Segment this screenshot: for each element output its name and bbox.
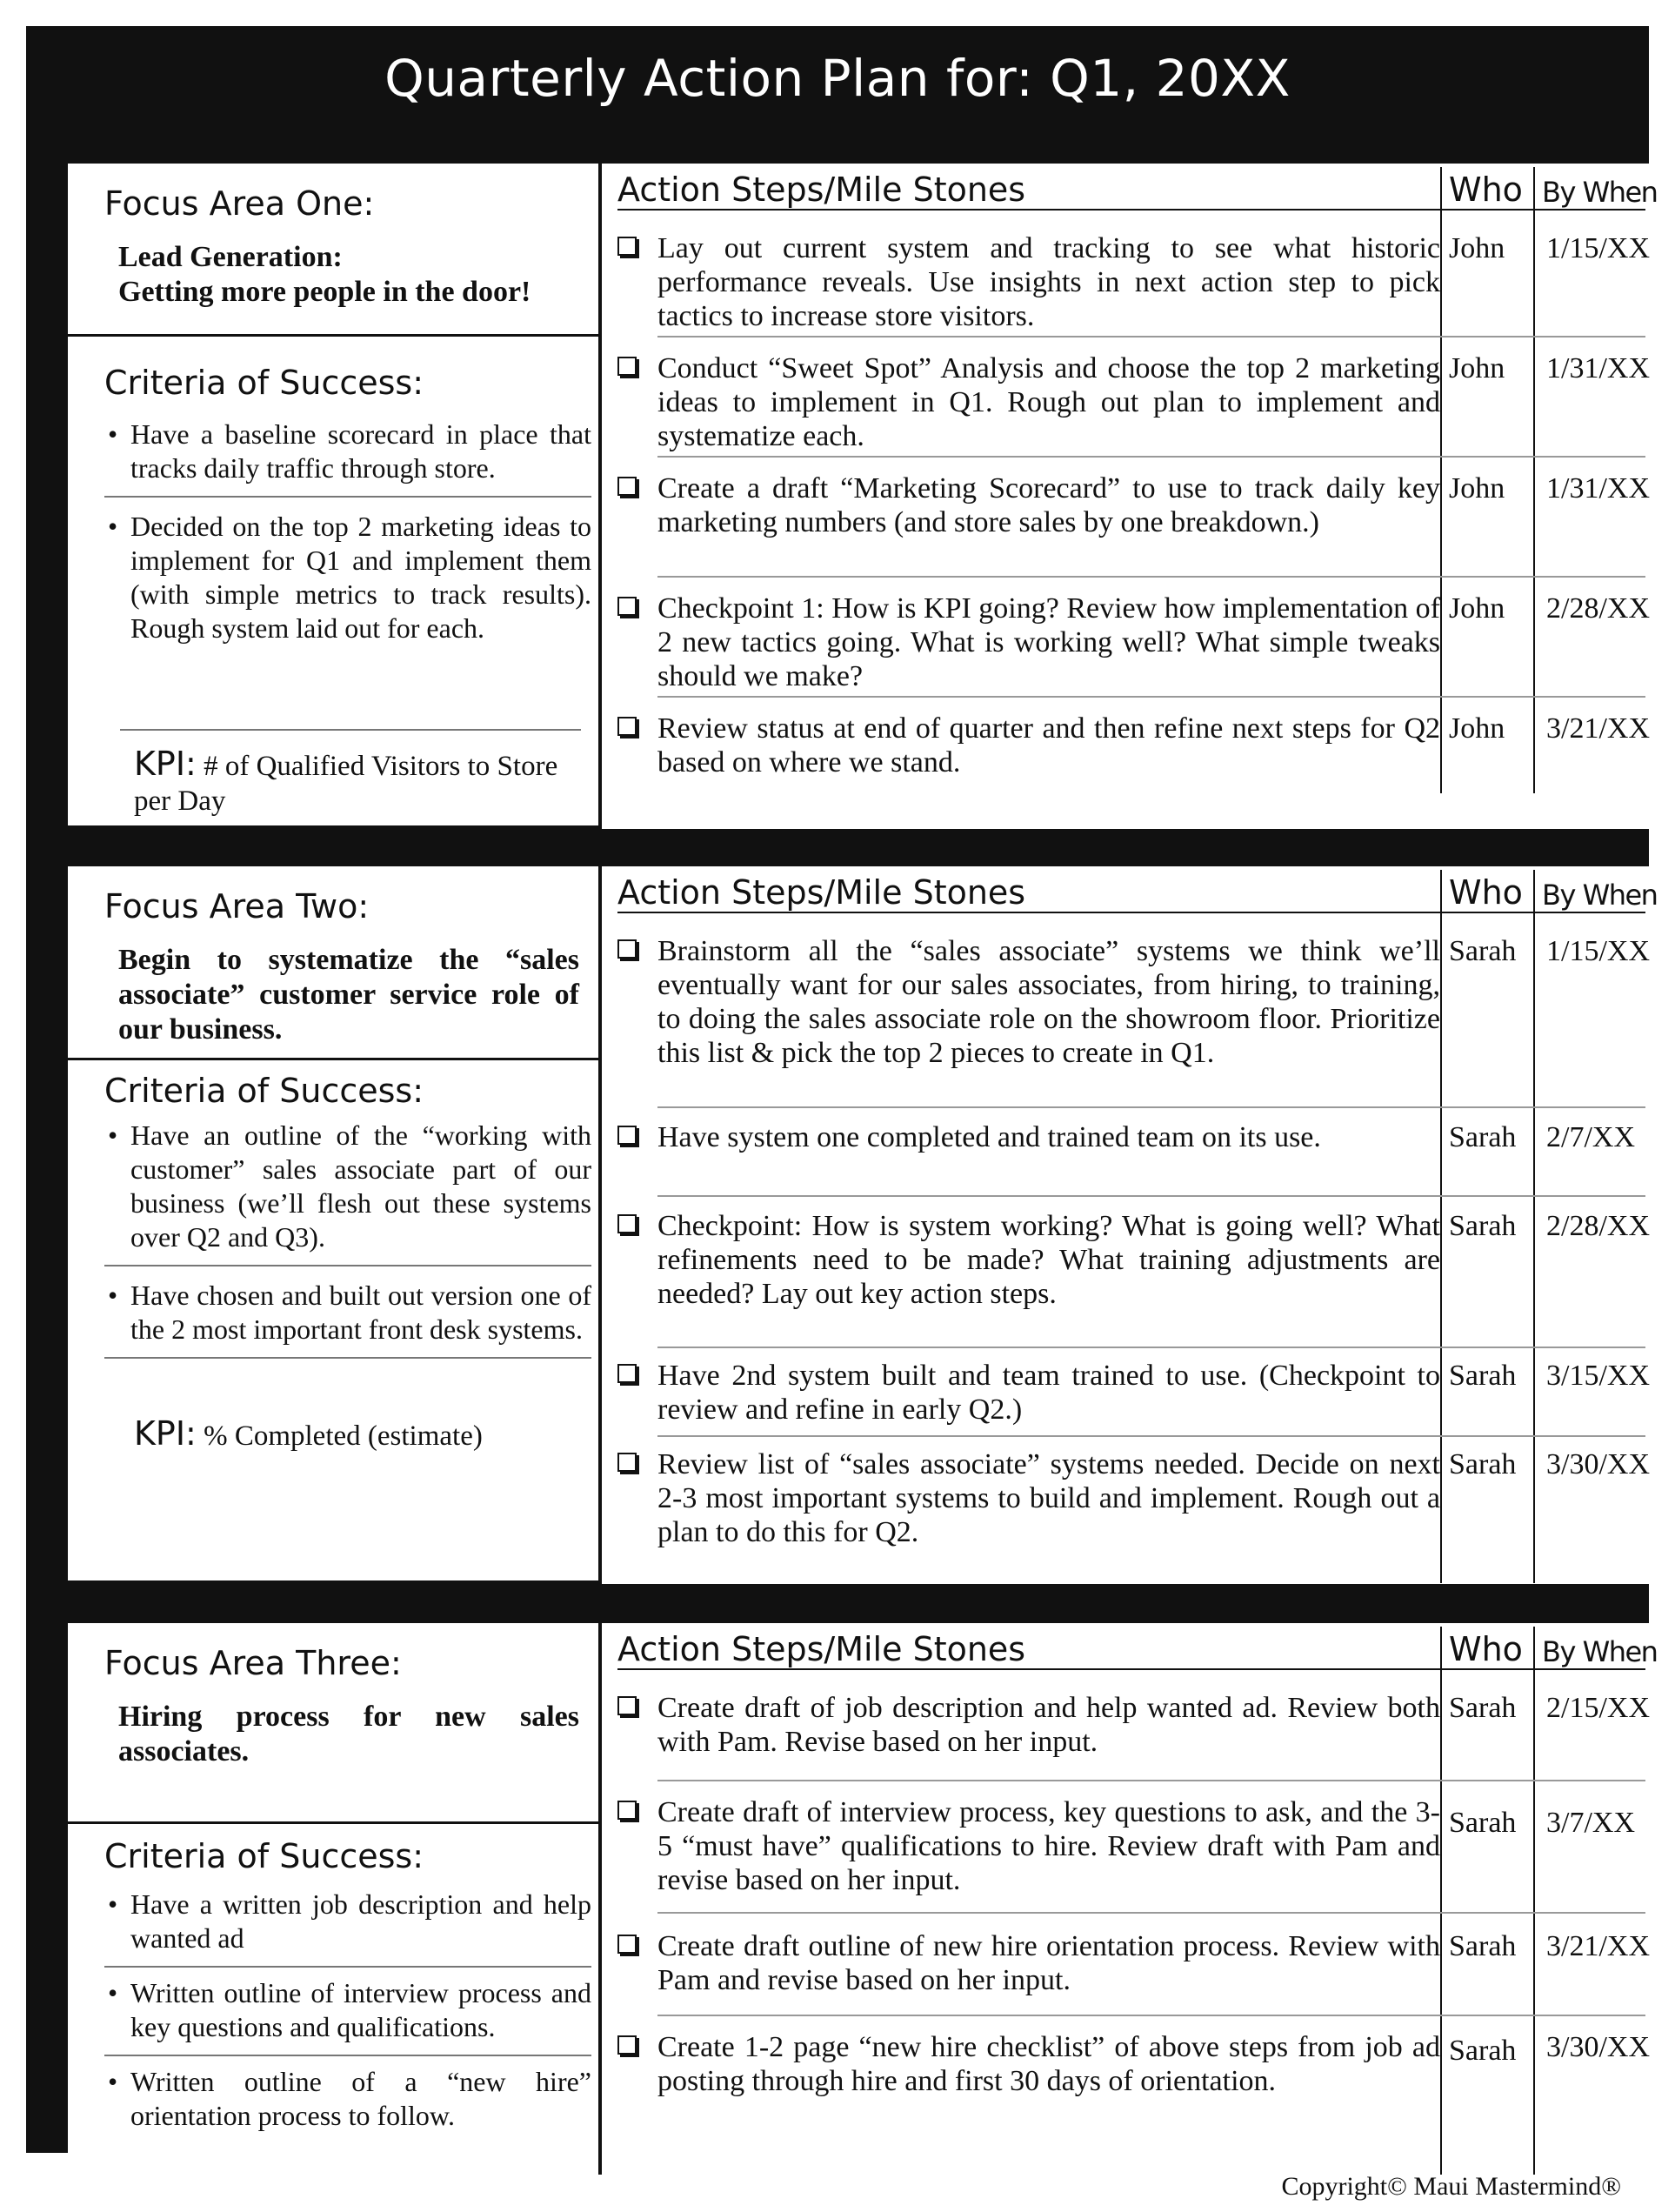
page-title: Quarterly Action Plan for: Q1, 20XX [384, 49, 1291, 108]
checkbox-icon[interactable] [617, 1696, 637, 1715]
step-due-date: 3/15/XX [1546, 1360, 1650, 1392]
column-divider [1533, 1627, 1535, 2175]
row-divider [657, 1347, 1645, 1348]
criteria-heading: Criteria of Success: [104, 1837, 424, 1875]
step-text: Create a draft “Marketing Scorecard” to use to track daily key marketing numbers (and store sales by one breakdown.) [657, 472, 1440, 538]
step-due-date: 3/21/XX [1546, 712, 1650, 745]
kpi-value: % Completed (estimate) [204, 1420, 483, 1452]
focus-area-heading: Focus Area One: [104, 184, 375, 223]
divider [68, 334, 602, 337]
checkbox-icon[interactable] [617, 717, 637, 736]
checkbox-icon[interactable] [617, 1453, 637, 1472]
column-header-who: Who [1449, 170, 1523, 209]
divider [120, 729, 581, 731]
step-owner: Sarah [1449, 1121, 1517, 1153]
step-due-date: 3/21/XX [1546, 1930, 1650, 1962]
action-steps-table [607, 1623, 1659, 2175]
criteria-text: Have chosen and built out version one of the 2 most important front desk systems. [130, 1280, 591, 1345]
step-owner: John [1449, 592, 1505, 625]
column-header-steps: Action Steps/Mile Stones [617, 873, 1026, 912]
step-text: Create 1-2 page “new hire checklist” of above steps from job ad posting through hire and first 30 days of orientation. [657, 2031, 1440, 2097]
kpi-label: KPI: [134, 1414, 197, 1453]
step-owner: Sarah [1449, 2035, 1517, 2067]
column-divider [1440, 167, 1442, 793]
kpi-value: # of Qualified Visitors to Store per Day [134, 751, 558, 817]
checkbox-icon[interactable] [617, 1214, 637, 1233]
step-text: Checkpoint: How is system working? What is going well? What refinements need to be made? What training adjustments are needed? Lay out key action steps. [657, 1210, 1440, 1310]
checkbox-icon[interactable] [617, 1364, 637, 1383]
focus-area-goal: Hiring process for new sales associates. [118, 1701, 579, 1768]
header-rule [617, 1668, 1645, 1670]
step-text: Have system one completed and trained team on its use. [657, 1121, 1321, 1153]
criteria-heading: Criteria of Success: [104, 1072, 424, 1110]
column-header-steps: Action Steps/Mile Stones [617, 1630, 1026, 1668]
focus-area-summary [68, 866, 602, 1584]
row-divider [657, 1912, 1645, 1914]
step-due-date: 1/31/XX [1546, 472, 1650, 505]
column-header-when: By When [1542, 1635, 1658, 1668]
row-divider [657, 576, 1645, 578]
column-divider [1440, 870, 1442, 1583]
kpi-label: KPI: [134, 745, 197, 783]
step-text: Create draft outline of new hire orientation process. Review with Pam and revise based on her input. [657, 1930, 1440, 1996]
copyright-notice: Copyright© Maui Mastermind® [1281, 2172, 1621, 2201]
divider [68, 1058, 602, 1060]
row-divider [657, 1195, 1645, 1197]
step-text: Checkpoint 1: How is KPI going? Review how implementation of 2 new tactics going. What is working well? What simple tweaks should we make? [657, 592, 1440, 692]
criteria-item [104, 1119, 591, 1266]
criteria-list [104, 1119, 591, 1371]
step-due-date: 1/31/XX [1546, 352, 1650, 384]
goal-line: Lead Generation: [118, 241, 343, 273]
focus-area-goal [118, 240, 579, 310]
bullet: • [108, 1888, 118, 1920]
column-header-when: By When [1542, 176, 1658, 209]
bullet: • [108, 2066, 118, 2097]
criteria-item [104, 1888, 591, 1968]
step-due-date: 2/28/XX [1546, 1210, 1650, 1242]
focus-area-two [68, 866, 1659, 1584]
criteria-heading: Criteria of Success: [104, 364, 424, 402]
step-owner: John [1449, 712, 1505, 745]
row-divider [657, 1106, 1645, 1108]
checkbox-icon[interactable] [617, 1801, 637, 1820]
step-due-date: 1/15/XX [1546, 935, 1650, 967]
column-header-steps: Action Steps/Mile Stones [617, 170, 1026, 209]
focus-area-one [68, 164, 1659, 829]
checkbox-icon[interactable] [617, 597, 637, 616]
criteria-item [104, 2065, 591, 2143]
step-text: Conduct “Sweet Spot” Analysis and choose the top 2 marketing ideas to implement in Q1. Rough out plan to implement and systematize each. [657, 352, 1440, 452]
step-owner: John [1449, 352, 1505, 384]
focus-area-heading: Focus Area Two: [104, 887, 370, 926]
criteria-item [104, 1976, 591, 2056]
focus-area-summary [68, 1623, 602, 2175]
step-owner: Sarah [1449, 935, 1517, 967]
criteria-text: Have an outline of the “working with customer” sales associate part of our business (we’ll flesh out these systems over Q2 and Q3). [130, 1119, 591, 1253]
step-due-date: 2/15/XX [1546, 1692, 1650, 1724]
criteria-list [104, 1888, 591, 2155]
focus-area-goal: Begin to systematize the “sales associate” customer service role of our business. [118, 944, 579, 1046]
criteria-text: Written outline of a “new hire” orientation process to follow. [130, 2066, 591, 2131]
step-owner: Sarah [1449, 1360, 1517, 1392]
step-due-date: 3/30/XX [1546, 2031, 1650, 2063]
bullet: • [108, 511, 118, 542]
row-divider [657, 1780, 1645, 1781]
focus-area-summary [68, 164, 602, 829]
action-steps-table [607, 164, 1659, 829]
goal-line: Getting more people in the door! [118, 276, 531, 308]
step-owner: Sarah [1449, 1210, 1517, 1242]
row-divider [657, 336, 1645, 337]
criteria-text: Written outline of interview process and key questions and qualifications. [130, 1977, 591, 2042]
step-due-date: 2/7/XX [1546, 1121, 1635, 1153]
step-text: Create draft of interview process, key questions to ask, and the 3-5 “must have” qualifications to hire. Review draft with Pam and revise based on her input. [657, 1796, 1440, 1896]
step-due-date: 3/30/XX [1546, 1448, 1650, 1480]
row-divider [657, 696, 1645, 698]
step-owner: John [1449, 472, 1505, 505]
plan-frame [26, 26, 1658, 2153]
column-header-who: Who [1449, 1630, 1523, 1668]
step-due-date: 2/28/XX [1546, 592, 1650, 625]
step-owner: John [1449, 232, 1505, 264]
bullet: • [108, 418, 118, 450]
checkbox-icon[interactable] [617, 2035, 637, 2055]
criteria-text: Have a written job description and help wanted ad [130, 1888, 591, 1954]
header-rule [617, 209, 1645, 211]
checkbox-icon[interactable] [617, 477, 637, 496]
kpi [134, 1416, 586, 1454]
criteria-item [104, 418, 591, 498]
column-divider [1440, 1627, 1442, 2175]
checkbox-icon[interactable] [617, 357, 637, 376]
step-text: Brainstorm all the “sales associate” systems we think we’ll eventually want for our sales associates, from hiring, to training, to doing the sales associate role on the showroom floor. Prioritize this list & pick the top 2 pieces to create in Q1. [657, 935, 1440, 1069]
step-due-date: 3/7/XX [1546, 1807, 1635, 1839]
kpi [134, 746, 586, 819]
column-header-who: Who [1449, 873, 1523, 912]
bullet: • [108, 1280, 118, 1311]
column-header-when: By When [1542, 879, 1658, 912]
table-header [607, 1623, 1659, 1672]
table-header [607, 164, 1659, 212]
criteria-text: Decided on the top 2 marketing ideas to implement for Q1 and implement them (with simple metrics to track results). Rough system laid out for each. [130, 511, 591, 644]
column-divider [1533, 870, 1535, 1583]
action-steps-table [607, 866, 1659, 1584]
step-owner: Sarah [1449, 1930, 1517, 1962]
focus-area-heading: Focus Area Three: [104, 1644, 402, 1682]
criteria-text: Have a baseline scorecard in place that tracks daily traffic through store. [130, 418, 591, 484]
step-owner: Sarah [1449, 1448, 1517, 1480]
step-text: Review list of “sales associate” systems needed. Decide on next 2-3 most important systems to build and implement. Rough out a plan to do this for Q2. [657, 1448, 1440, 1548]
step-text: Have 2nd system built and team trained to use. (Checkpoint to review and refine in early Q2.) [657, 1360, 1440, 1426]
row-divider [657, 456, 1645, 458]
step-text: Review status at end of quarter and then refine next steps for Q2 based on where we stand. [657, 712, 1440, 779]
criteria-item [104, 1279, 591, 1359]
step-owner: Sarah [1449, 1807, 1517, 1839]
step-owner: Sarah [1449, 1692, 1517, 1724]
checkbox-icon[interactable] [617, 1126, 637, 1145]
step-text: Create draft of job description and help wanted ad. Review both with Pam. Revise based on her input. [657, 1692, 1440, 1758]
criteria-list [104, 418, 591, 668]
bullet: • [108, 1119, 118, 1151]
column-divider [1533, 167, 1535, 793]
checkbox-icon[interactable] [617, 1935, 637, 1954]
step-due-date: 1/15/XX [1546, 232, 1650, 264]
bullet: • [108, 1977, 118, 2008]
focus-area-three [68, 1623, 1659, 2175]
row-divider [657, 1435, 1645, 1437]
row-divider [657, 2015, 1645, 2016]
checkbox-icon[interactable] [617, 939, 637, 959]
header-rule [617, 912, 1645, 913]
table-header [607, 866, 1659, 915]
criteria-item [104, 510, 591, 656]
step-text: Lay out current system and tracking to see what historic performance reveals. Use insights in next action step to pick tactics to increase store visitors. [657, 232, 1440, 332]
checkbox-icon[interactable] [617, 237, 637, 256]
divider [68, 1821, 602, 1824]
